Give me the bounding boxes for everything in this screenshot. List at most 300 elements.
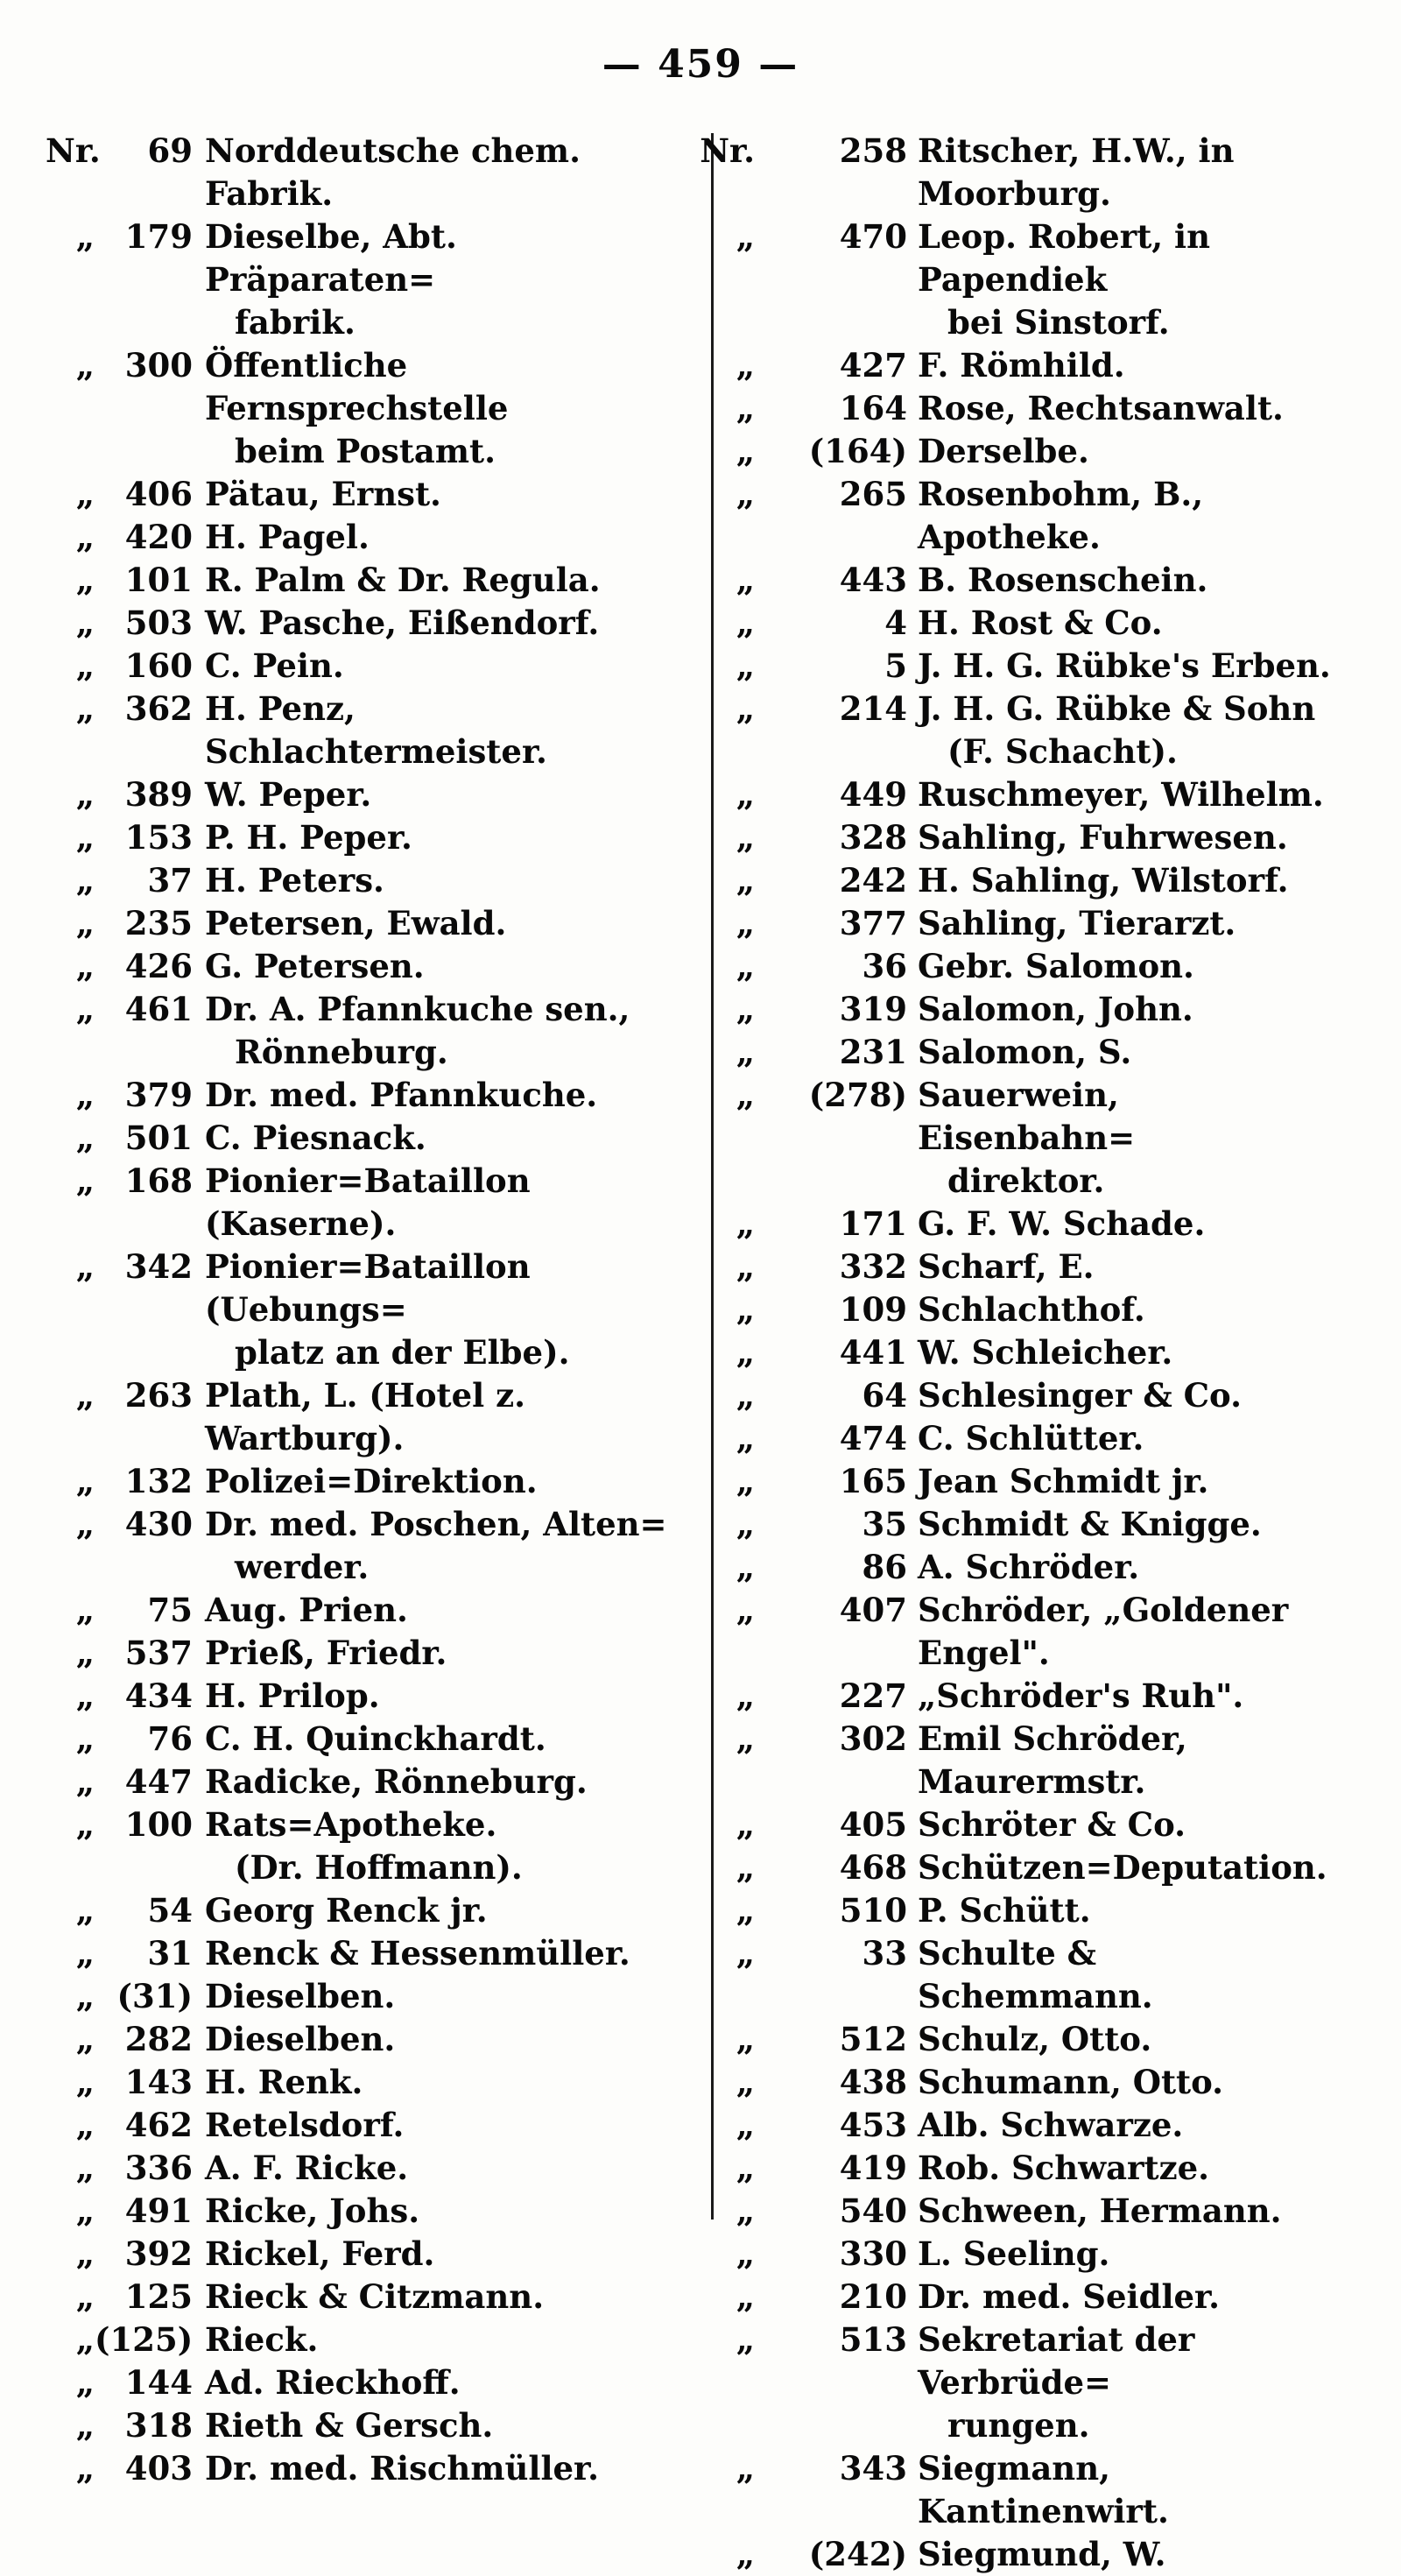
entry-name [918, 473, 1331, 559]
entry-prefix: „ [736, 1204, 755, 1243]
entry-number: 427 [839, 346, 907, 385]
entry-name [918, 215, 1331, 344]
entry-number: (125) [95, 2320, 194, 2359]
directory-entry [692, 859, 1331, 902]
entry-name [918, 1803, 1331, 1846]
entry-number: 343 [839, 2449, 907, 2488]
entry-number: 242 [839, 861, 907, 900]
directory-entry [692, 1675, 1331, 1718]
directory-entry [46, 516, 683, 559]
entry-prefix: „ [75, 1076, 95, 1114]
entry-prefix: „ [736, 861, 755, 900]
entry-prefix: „ [736, 646, 755, 685]
entry-prefix: „ [75, 1762, 95, 1801]
entry-number: 537 [124, 1634, 193, 1672]
entry-prefix: „ [736, 1934, 755, 1973]
directory-entry [692, 2233, 1331, 2276]
entry-prefix: „ [75, 518, 95, 556]
directory-entry [46, 2190, 683, 2233]
directory-entry [46, 215, 683, 344]
entry-name [918, 559, 1331, 602]
left-column [46, 130, 683, 2490]
entry-prefix: „ [75, 818, 95, 857]
entry-name [918, 1246, 1331, 1288]
entry-number: 453 [839, 2106, 907, 2144]
directory-entry [46, 2318, 683, 2361]
entry-number: 392 [124, 2234, 193, 2273]
directory-entry [46, 2447, 683, 2490]
entry-prefix: „ [75, 1161, 95, 1200]
entry-number: 164 [839, 389, 907, 427]
entry-name [918, 2018, 1331, 2061]
entry-number: 263 [124, 1376, 193, 1415]
entry-name-line: Dieselben. [205, 1977, 396, 2015]
directory-entry [46, 1675, 683, 1718]
entry-name [205, 344, 683, 473]
directory-entry [692, 902, 1331, 945]
directory-entry [46, 2404, 683, 2447]
entry-number: 214 [839, 689, 907, 728]
entry-name [205, 2147, 683, 2190]
entry-name [918, 1074, 1331, 1203]
directory-entry [46, 2147, 683, 2190]
entry-name-line: Schlachthof. [918, 1290, 1145, 1329]
entry-prefix: „ [75, 1505, 95, 1543]
entry-name-line: Ricke, Johs. [205, 2191, 420, 2230]
entry-name [918, 1889, 1331, 1932]
directory-entry [46, 688, 683, 773]
directory-entry [46, 1160, 683, 1246]
entry-name [918, 1331, 1331, 1374]
entry-number: 406 [124, 475, 193, 513]
directory-entry [692, 2533, 1331, 2576]
directory-entry [46, 1460, 683, 1503]
entry-name-line: Ruschmeyer, Wilhelm. [918, 775, 1324, 814]
entry-prefix: „ [736, 2149, 755, 2187]
entry-number: 389 [124, 775, 193, 814]
entry-number: 31 [147, 1934, 193, 1973]
entry-number: 101 [124, 561, 193, 599]
entry-name-line: J. H. G. Rübke's Erben. [918, 646, 1331, 685]
entry-name [918, 1031, 1331, 1074]
directory-entry [692, 2061, 1331, 2104]
directory-entry [46, 1503, 683, 1589]
entry-number: (164) [808, 432, 907, 470]
entry-name-line: Dieselben. [205, 2020, 396, 2058]
entry-name [205, 988, 683, 1074]
entry-prefix: Nr. [46, 131, 101, 170]
entry-name-line: Rats=Apotheke. [205, 1805, 497, 1844]
entry-number: 318 [124, 2406, 193, 2445]
entry-prefix: „ [75, 1376, 95, 1415]
entry-name-line: H. Sahling, Wilstorf. [918, 861, 1289, 900]
entry-prefix: „ [736, 1719, 755, 1758]
entry-prefix: „ [736, 389, 755, 427]
entry-number: 144 [124, 2363, 193, 2402]
entry-name [205, 688, 683, 773]
entry-name-line: Sahling, Fuhrwesen. [918, 818, 1288, 857]
entry-name-line: Dr. A. Pfannkuche sen., [205, 990, 630, 1028]
entry-prefix: „ [75, 990, 95, 1028]
directory-entry [46, 945, 683, 988]
entry-name [918, 602, 1331, 645]
directory-entry [692, 2276, 1331, 2318]
entry-number: 33 [862, 1934, 907, 1973]
entry-prefix: „ [736, 1462, 755, 1500]
entry-number: 132 [124, 1462, 193, 1500]
entry-name-line: C. Schlütter. [918, 1419, 1144, 1457]
entry-name-line: C. Piesnack. [205, 1119, 426, 1157]
entry-prefix: „ [736, 2277, 755, 2316]
entry-name [205, 816, 683, 859]
directory-entry [692, 215, 1331, 344]
entry-prefix: „ [736, 2063, 755, 2101]
directory-entry [46, 902, 683, 945]
entry-number: 503 [124, 603, 193, 642]
entry-name [918, 2190, 1331, 2233]
entry-prefix: „ [75, 689, 95, 728]
entry-name-line: Sahling, Tierarzt. [918, 904, 1236, 942]
entry-name [205, 1632, 683, 1675]
entry-prefix: „ [736, 2191, 755, 2230]
entry-name-line: Salomon, John. [918, 990, 1193, 1028]
entry-number: 336 [124, 2149, 193, 2187]
entry-prefix: „ [736, 2234, 755, 2273]
entry-name-line: H. Peters. [205, 861, 384, 900]
entry-name [205, 1246, 683, 1374]
entry-name-line: B. Rosenschein. [918, 561, 1208, 599]
entry-name-line: Dr. med. Poschen, Alten= [205, 1505, 667, 1543]
entry-name [918, 1675, 1331, 1718]
entry-name [918, 2233, 1331, 2276]
entry-continuation-line: beim Postamt. [235, 432, 496, 470]
entry-prefix: „ [75, 2063, 95, 2101]
directory-entry [46, 1246, 683, 1374]
entry-prefix: „ [75, 1891, 95, 1930]
entry-name [918, 430, 1331, 473]
directory-entry [692, 430, 1331, 473]
entry-prefix: „ [75, 603, 95, 642]
directory-entry [692, 2447, 1331, 2533]
entry-prefix: „ [75, 2277, 95, 2316]
entry-prefix: „ [736, 475, 755, 513]
entry-name-line: R. Palm & Dr. Regula. [205, 561, 601, 599]
entry-name [918, 2533, 1331, 2576]
directory-entry [46, 1074, 683, 1117]
entry-name [205, 2018, 683, 2061]
entry-prefix: „ [736, 1591, 755, 1629]
entry-name-line: Schween, Hermann. [918, 2191, 1282, 2230]
entry-number: 462 [124, 2106, 193, 2144]
entry-number: 441 [839, 1333, 907, 1372]
entry-number: 426 [124, 947, 193, 985]
entry-name-line: Siegmann, Kantinenwirt. [918, 2449, 1169, 2530]
entry-number: 265 [839, 475, 907, 513]
entry-number: 36 [862, 947, 907, 985]
directory-entry [692, 1031, 1331, 1074]
directory-entry [46, 816, 683, 859]
entry-prefix: „ [736, 775, 755, 814]
entry-name-line: Emil Schröder, Maurermstr. [918, 1719, 1187, 1801]
entry-prefix: „ [75, 2149, 95, 2187]
entry-prefix: „ [75, 1977, 95, 2015]
entry-prefix: „ [736, 1033, 755, 1071]
entry-prefix: „ [75, 346, 95, 385]
entry-prefix: „ [75, 1805, 95, 1844]
entry-name [918, 1203, 1331, 1246]
entry-continuation-line: (F. Schacht). [947, 732, 1178, 771]
entry-name-line: Schröter & Co. [918, 1805, 1186, 1844]
entry-prefix: „ [736, 689, 755, 728]
directory-entry [46, 1761, 683, 1803]
page-number: — 459 — [602, 42, 799, 87]
entry-name [918, 2104, 1331, 2147]
entry-name [918, 1846, 1331, 1889]
entry-name-line: W. Peper. [205, 775, 372, 814]
entry-name-line: H. Pagel. [205, 518, 370, 556]
entry-name [205, 2318, 683, 2361]
entry-prefix: „ [75, 1719, 95, 1758]
entry-prefix: „ [75, 1676, 95, 1715]
entry-prefix: „ [736, 990, 755, 1028]
entry-number: 512 [839, 2020, 907, 2058]
entry-continuation-line: Rönneburg. [235, 1033, 448, 1071]
entry-number: 447 [124, 1762, 193, 1801]
entry-number: 501 [124, 1119, 193, 1157]
directory-entry [46, 988, 683, 1074]
entry-prefix: „ [75, 561, 95, 599]
directory-entry [692, 1203, 1331, 1246]
directory-entry [46, 1889, 683, 1932]
directory-entry [46, 130, 683, 215]
entry-name-line: J. H. G. Rübke & Sohn [918, 689, 1316, 728]
entry-name-line: H. Penz, Schlachtermeister. [205, 689, 547, 771]
entry-name [205, 1889, 683, 1932]
entry-number: 434 [124, 1676, 193, 1715]
entry-prefix: „ [75, 1634, 95, 1672]
directory-entry [692, 2318, 1331, 2447]
entry-name-line: Retelsdorf. [205, 2106, 405, 2144]
entry-name [205, 2104, 683, 2147]
entry-number: 430 [124, 1505, 193, 1543]
entry-name [205, 1803, 683, 1889]
entry-prefix: „ [736, 1505, 755, 1543]
entry-name-line: Dr. med. Pfannkuche. [205, 1076, 598, 1114]
entry-name-line: Ad. Rieckhoff. [205, 2363, 461, 2402]
entry-name [205, 859, 683, 902]
entry-prefix: „ [75, 1247, 95, 1286]
entry-name [205, 215, 683, 344]
entry-prefix: „ [736, 1247, 755, 1286]
entry-number: 342 [124, 1247, 193, 1286]
entry-name [918, 945, 1331, 988]
entry-name-line: Dr. med. Seidler. [918, 2277, 1221, 2316]
entry-name [918, 1589, 1331, 1675]
entry-name [918, 688, 1331, 773]
entry-number: 258 [839, 131, 907, 170]
directory-entry [692, 1460, 1331, 1503]
entry-name-line: Alb. Schwarze. [918, 2106, 1184, 2144]
directory-entry [46, 773, 683, 816]
entry-name-line: Sauerwein, Eisenbahn= [918, 1076, 1136, 1157]
entry-prefix: „ [736, 818, 755, 857]
entry-name-line: Rob. Schwartze. [918, 2149, 1210, 2187]
entry-prefix: „ [736, 904, 755, 942]
entry-prefix: „ [75, 1591, 95, 1629]
entry-number: 75 [147, 1591, 193, 1629]
directory-entry [46, 2018, 683, 2061]
entry-number: 491 [124, 2191, 193, 2230]
entry-prefix: „ [736, 2449, 755, 2488]
entry-name-line: A. Schröder. [918, 1548, 1140, 1586]
entry-number: 76 [147, 1719, 193, 1758]
entry-prefix: „ [75, 2020, 95, 2058]
directory-entry [692, 945, 1331, 988]
directory-entry [692, 1932, 1331, 2018]
entry-name [205, 602, 683, 645]
entry-name [205, 1460, 683, 1503]
directory-entry [692, 473, 1331, 559]
entry-name [918, 1288, 1331, 1331]
entry-name-line: Ritscher, H.W., in Moorburg. [918, 131, 1235, 213]
entry-prefix: „ [75, 2320, 95, 2359]
entry-name-line: L. Seeling. [918, 2234, 1110, 2273]
directory-entry [692, 602, 1331, 645]
entry-name [205, 473, 683, 516]
entry-prefix: „ [75, 2191, 95, 2230]
entry-name-line: W. Schleicher. [918, 1333, 1173, 1372]
entry-prefix: „ [75, 1462, 95, 1500]
entry-number: 319 [839, 990, 907, 1028]
entry-prefix: „ [75, 646, 95, 685]
entry-prefix: „ [736, 1419, 755, 1457]
directory-entry [46, 2276, 683, 2318]
directory-entry [46, 2104, 683, 2147]
entry-continuation-line: (Dr. Hoffmann). [235, 1848, 523, 1887]
entry-name-line: Petersen, Ewald. [205, 904, 507, 942]
entry-name-line: Schulte & Schemmann. [918, 1934, 1153, 2015]
entry-number: 168 [124, 1161, 193, 1200]
entry-name-line: Rieth & Gersch. [205, 2406, 494, 2445]
entry-prefix: „ [75, 2406, 95, 2445]
directory-entry [692, 2190, 1331, 2233]
entry-name-line: Siegmund, W. [918, 2535, 1166, 2573]
entry-name [918, 773, 1331, 816]
entry-continuation-line: werder. [235, 1548, 370, 1586]
entry-name [205, 1374, 683, 1460]
entry-name-line: C. Pein. [205, 646, 344, 685]
entry-name-line: Norddeutsche chem. Fabrik. [205, 131, 581, 213]
entry-name-line: P. Schütt. [918, 1891, 1091, 1930]
entry-prefix: „ [75, 1119, 95, 1157]
entry-name [205, 2361, 683, 2404]
entry-prefix: „ [736, 561, 755, 599]
entry-prefix: „ [736, 1333, 755, 1372]
entry-name [205, 2276, 683, 2318]
entry-name [205, 2190, 683, 2233]
entry-number: 153 [124, 818, 193, 857]
directory-entry [46, 1932, 683, 1975]
entry-name [918, 1546, 1331, 1589]
entry-number: 420 [124, 518, 193, 556]
entry-prefix: „ [75, 2449, 95, 2488]
entry-number: 513 [839, 2320, 907, 2359]
directory-entry [692, 559, 1331, 602]
entry-prefix: „ [75, 947, 95, 985]
entry-name [918, 2318, 1331, 2447]
entry-number: 379 [124, 1076, 193, 1114]
directory-entry [692, 1417, 1331, 1460]
entry-prefix: „ [736, 1376, 755, 1415]
entry-prefix: „ [736, 1290, 755, 1329]
entry-name [205, 1160, 683, 1246]
entry-prefix: „ [736, 1891, 755, 1930]
directory-entry [692, 1246, 1331, 1288]
entry-name-line: Gebr. Salomon. [918, 947, 1194, 985]
entry-number: 461 [124, 990, 193, 1028]
directory-entry [692, 1503, 1331, 1546]
entry-number: (278) [808, 1076, 907, 1114]
entry-prefix: „ [736, 947, 755, 985]
entry-name-line: Plath, L. (Hotel z. Wartburg). [205, 1376, 525, 1457]
entry-name [205, 130, 683, 215]
entry-name [918, 1460, 1331, 1503]
entry-continuation-line: direktor. [947, 1161, 1105, 1200]
entry-name [918, 1932, 1331, 2018]
entry-prefix: „ [736, 346, 755, 385]
entry-number: 468 [839, 1848, 907, 1887]
entry-number: 171 [839, 1204, 907, 1243]
directory-entry [46, 1803, 683, 1889]
directory-entry [46, 1117, 683, 1160]
entry-name-line: Georg Renck jr. [205, 1891, 488, 1930]
entry-prefix: „ [75, 861, 95, 900]
right-column [692, 130, 1331, 2576]
entry-prefix: „ [736, 217, 755, 256]
entry-name-line: Öffentliche Fernsprechstelle [205, 346, 509, 427]
entry-number: 210 [839, 2277, 907, 2316]
directory-entry [692, 2104, 1331, 2147]
entry-number: 449 [839, 775, 907, 814]
entry-prefix: „ [75, 217, 95, 256]
directory-entry [692, 773, 1331, 816]
entry-number: 403 [124, 2449, 193, 2488]
entry-number: 64 [862, 1376, 907, 1415]
entry-name-line: Rose, Rechtsanwalt. [918, 389, 1284, 427]
entry-number: (242) [808, 2535, 907, 2573]
directory-entry [692, 988, 1331, 1031]
entry-name-line: Rieck. [205, 2320, 319, 2359]
entry-prefix: „ [736, 1848, 755, 1887]
entry-name-line: Schützen=Deputation. [918, 1848, 1327, 1887]
entry-number: 179 [124, 217, 193, 256]
entry-name [205, 2233, 683, 2276]
entry-number: 362 [124, 689, 193, 728]
entry-prefix: „ [736, 603, 755, 642]
entry-name [918, 1718, 1331, 1803]
entry-name-line: Leop. Robert, in Papendiek [918, 217, 1211, 299]
entry-number: 328 [839, 818, 907, 857]
entry-name [205, 902, 683, 945]
directory-entry [692, 645, 1331, 688]
entry-number: (31) [116, 1977, 193, 2015]
directory-entry [692, 816, 1331, 859]
entry-name [205, 1675, 683, 1718]
entry-number: 405 [839, 1805, 907, 1844]
directory-entry [692, 2147, 1331, 2190]
entry-number: 419 [839, 2149, 907, 2187]
entry-continuation-line: bei Sinstorf. [947, 303, 1170, 342]
